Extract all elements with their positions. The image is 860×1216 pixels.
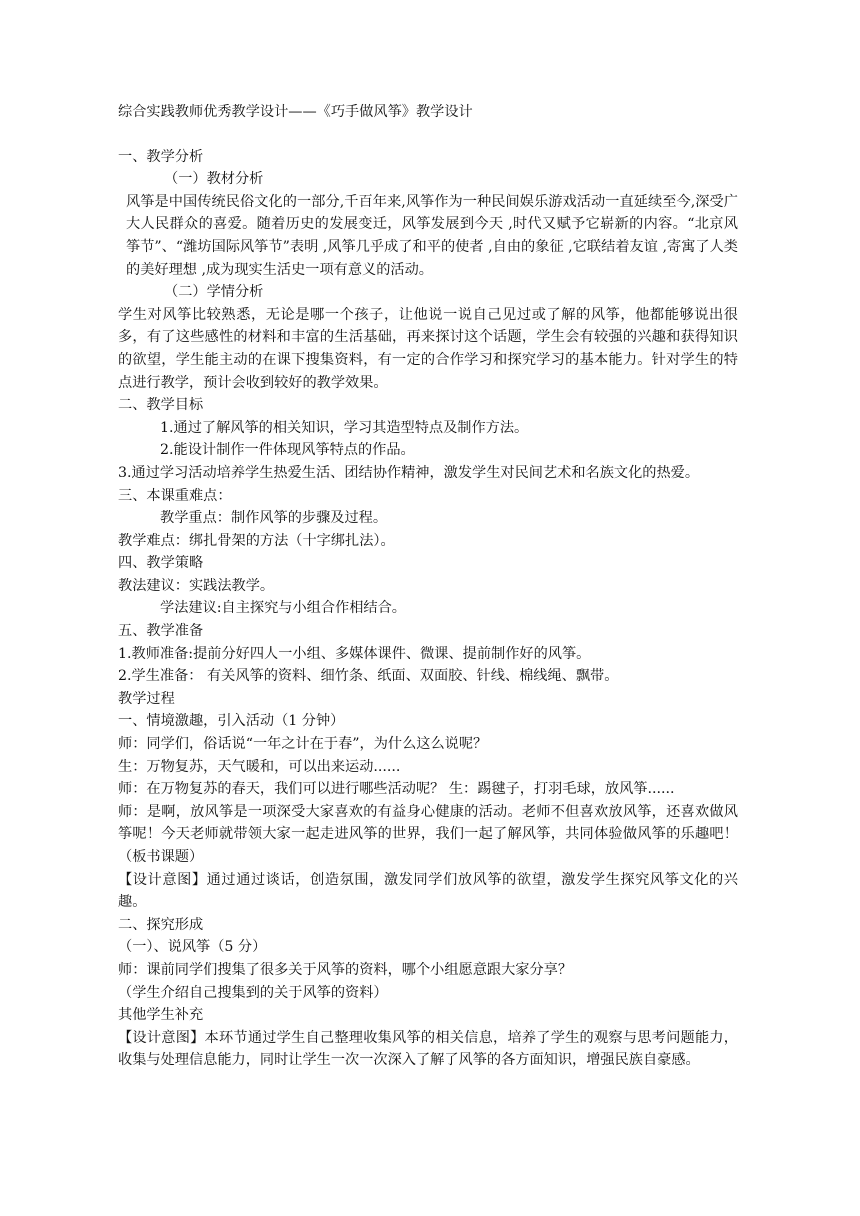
paragraph-line: 【设计意图】通过通过谈话，创造氛围，激发同学们放风筝的欲望，激发学生探究风筝文化的兴趣。 [118,871,738,911]
paragraph-line: 教法建议：实践法教学。 [118,577,275,594]
paragraph-line: 四、教学策略 [118,555,204,572]
paragraph-line: 1.通过了解风筝的相关知识，学习其造型特点及制作方法。 [160,419,529,436]
paragraph-line: 教学过程 [118,690,175,707]
paragraph-line: 1.教师准备:提前分好四人一小组、多媒体课件、微课、提前制作好的风筝。 [118,645,591,662]
paragraph-line: 学法建议:自主探究与小组合作相结合。 [160,600,406,617]
paragraph-line: 一、情境激趣，引入活动（1 分钟） [118,713,345,730]
paragraph-line: 生：万物复苏，天气暖和，可以出来运动...... [118,758,401,775]
paragraph-line: 三、本课重难点： [118,487,232,504]
paragraph-line: 2.能设计制作一件体现风筝特点的作品。 [160,442,415,459]
document-lines [118,146,738,1072]
paragraph-line: （一）、说风筝（5 分） [118,939,267,956]
paragraph-line: 二、探究形成 [118,916,204,933]
paragraph-line: 一、教学分析 [118,148,204,165]
paragraph-line: （学生介绍自己搜集到的关于风筝的资料） [118,984,388,1001]
paragraph-line: 风筝是中国传统民俗文化的一部分,千百年来,风筝作为一种民间娱乐游戏活动一直延续至今,深受广大人民群众的喜爱。随着历史的发展变迁，风筝发展到今天 ,时代又赋予它崭新的内容。“北京风筝节”、“潍坊国际风筝节”表明 ,风筝几乎成了和平的使者 ,自由的象征 ,它联结着友谊 ,寄寓了人类的美好理想 ,成为现实生活史一项有意义的活动。 [126,193,738,278]
paragraph-line: 3.通过学习活动培养学生热爱生活、团结协作精神，激发学生对民间艺术和名族文化的热爱。 [118,464,700,481]
paragraph-line: 【设计意图】本环节通过学生自己整理收集风筝的相关信息，培养了学生的观察与思考问题能力，收集与处理信息能力，同时让学生一次一次深入了解了风筝的各方面知识，增强民族自豪感。 [118,1029,738,1069]
paragraph-line: 教学重点：制作风筝的步骤及过程。 [160,510,388,527]
paragraph-line: 二、教学目标 [118,397,204,414]
paragraph-line: 教学难点：绑扎骨架的方法（十字绑扎法）。 [118,532,395,549]
paragraph-line: 2.学生准备： 有关风筝的资料、细竹条、纸面、双面胶、针线、棉线绳、飘带。 [118,668,619,685]
paragraph-line: 其他学生补充 [118,1007,204,1024]
paragraph-line: 师：同学们，俗话说“一年之计在于春”，为什么这么说呢？ [118,736,488,753]
paragraph-line: （一）教材分析 [164,171,264,188]
paragraph-line: 师：课前同学们搜集了很多关于风筝的资料，哪个小组愿意跟大家分享？ [118,961,573,978]
document-body [118,101,738,1072]
paragraph-line: 学生对风筝比较熟悉，无论是哪一个孩子，让他说一说自己见过或了解的风筝，他都能够说出很多，有了这些感性的材料和丰富的生活基础，再来探讨这个话题，学生会有较强的兴趣和获得知识的欲望，学生能主动的在课下搜集资料，有一定的合作学习和探究学习的基本能力。针对学生的特点进行教学，预计会收到较好的教学效果。 [118,306,738,391]
document-title: 综合实践教师优秀教学设计——《巧手做风筝》教学设计 [118,104,473,120]
paragraph-line: 五、教学准备 [118,623,204,640]
paragraph-line: 师：在万物复苏的春天，我们可以进行哪些活动呢？ 生：踢毽子，打羽毛球，放风筝...... [118,781,675,798]
paragraph-line: 师：是啊，放风筝是一项深受大家喜欢的有益身心健康的活动。老师不但喜欢放风筝，还喜欢做风筝呢！今天老师就带领大家一起走进风筝的世界，我们一起了解风筝，共同体验做风筝的乐趣吧！（板书课题） [118,803,738,865]
paragraph-line: （二）学情分析 [164,284,264,301]
